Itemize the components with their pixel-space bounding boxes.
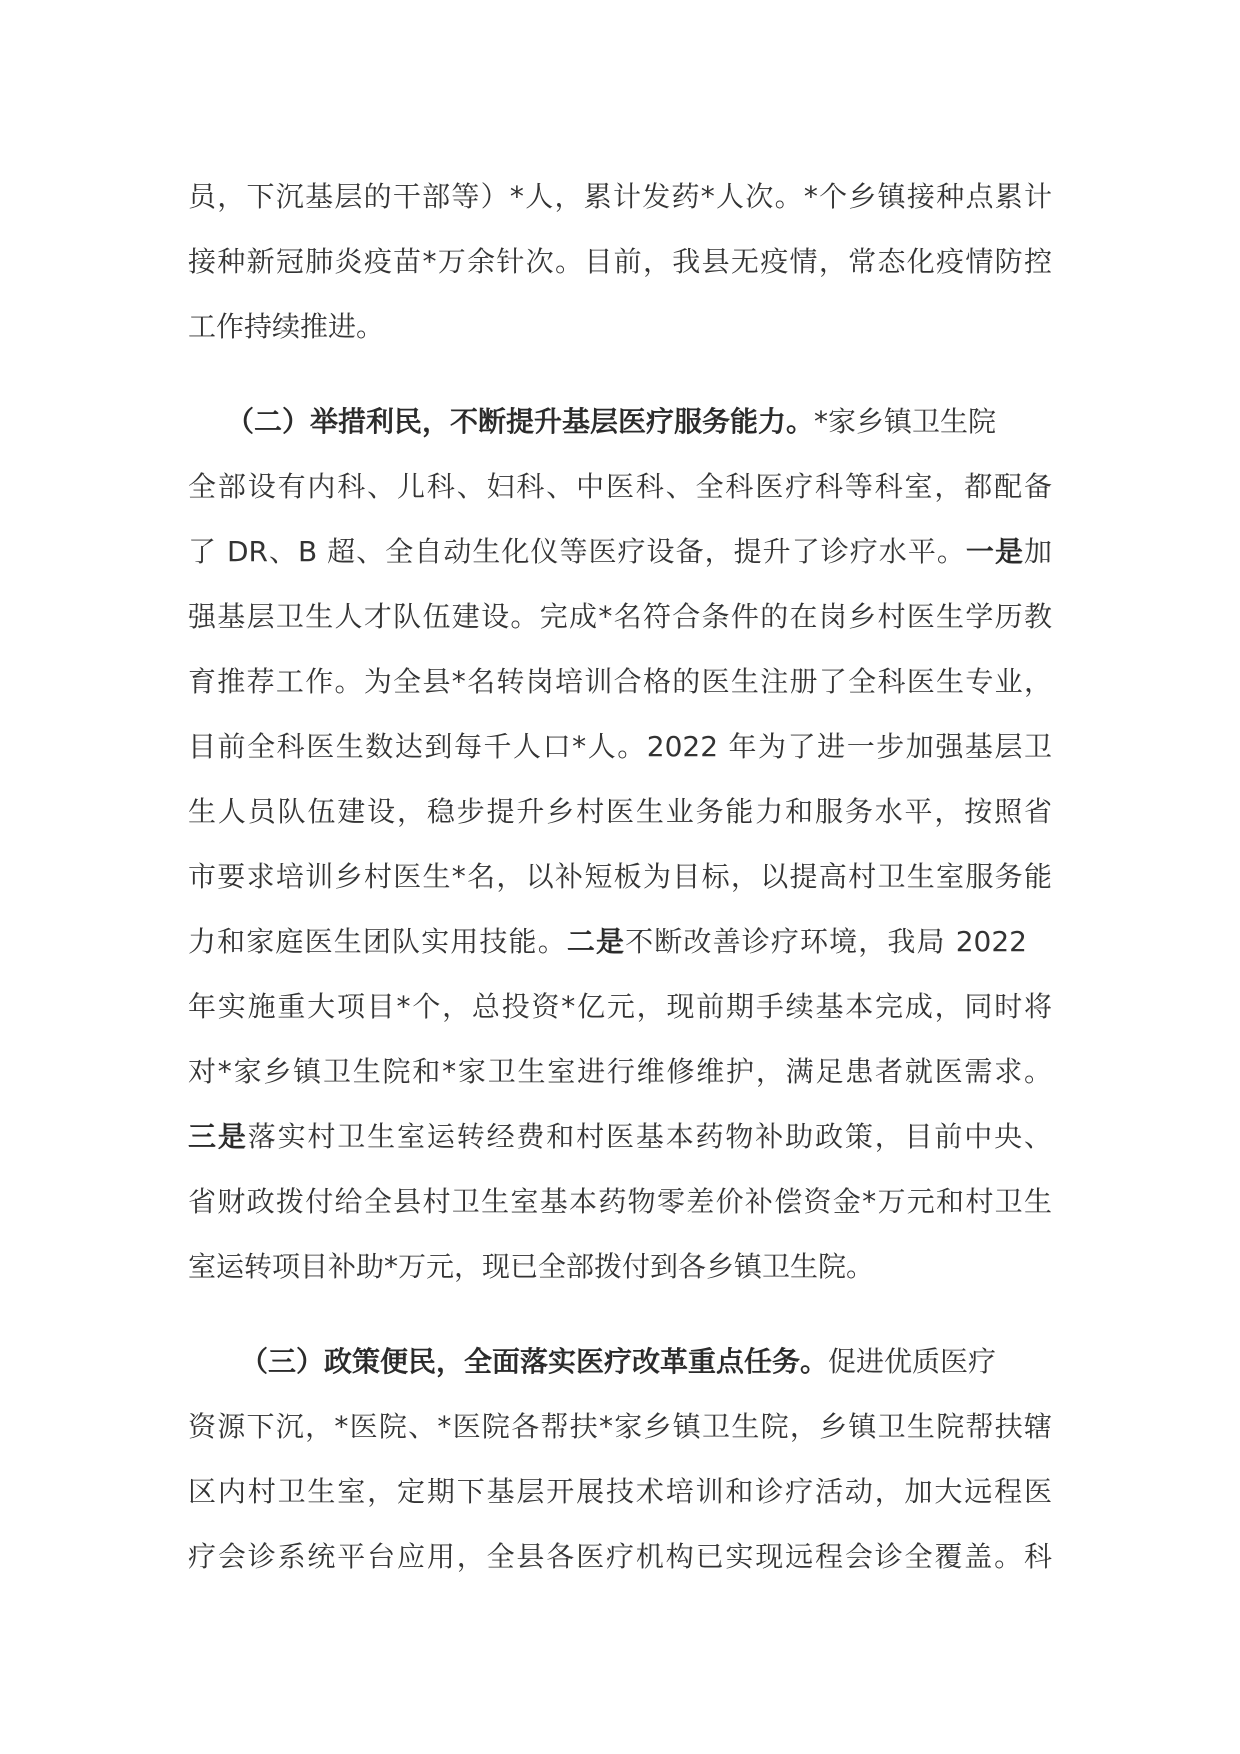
paragraph-line [188, 177, 1052, 217]
paragraph-line [188, 307, 384, 347]
line-text: 区内村卫生室，定期下基层开展技术培训和诊疗活动，加大远程医 [188, 1475, 1052, 1508]
line-text: *家乡镇卫生院 [814, 405, 997, 438]
paragraph-line [188, 727, 1052, 767]
paragraph-line [188, 922, 1027, 962]
paragraph-line [188, 467, 1052, 507]
line-text: 接种新冠肺炎疫苗*万余针次。目前，我县无疫情，常态化疫情防控 [188, 245, 1052, 278]
paragraph-line [188, 1407, 1052, 1447]
paragraph-line [188, 242, 1052, 282]
line-text: 加 [1023, 535, 1052, 568]
bold-point-marker: 一是 [965, 535, 1024, 568]
line-text: 不断改善诊疗环境，我局 2022 [625, 925, 1027, 958]
paragraph-line [188, 662, 1052, 702]
bold-point-marker: 二是 [566, 925, 626, 958]
paragraph-line [188, 987, 1052, 1027]
paragraph-line [226, 402, 996, 442]
line-text: 年实施重大项目*个，总投资*亿元，现前期手续基本完成，同时将 [188, 990, 1052, 1023]
paragraph-line [188, 532, 1052, 572]
section-heading: （二）举措利民，不断提升基层医疗服务能力。 [226, 405, 815, 438]
paragraph-line [188, 1247, 874, 1287]
line-text: 育推荐工作。为全县*名转岗培训合格的医生注册了全科医生专业， [188, 665, 1052, 698]
line-text: 生人员队伍建设，稳步提升乡村医生业务能力和服务水平，按照省 [188, 795, 1052, 828]
line-text: 全部设有内科、儿科、妇科、中医科、全科医疗科等科室，都配备 [188, 470, 1052, 503]
paragraph-line [188, 857, 1052, 897]
line-text: 资源下沉，*医院、*医院各帮扶*家乡镇卫生院，乡镇卫生院帮扶辖 [188, 1410, 1052, 1443]
line-text: 目前全科医生数达到每千人口*人。2022 年为了进一步加强基层卫 [188, 730, 1052, 763]
line-text: 促进优质医疗 [828, 1345, 997, 1378]
paragraph-line [188, 1117, 1052, 1157]
line-text: 工作持续推进。 [188, 310, 385, 343]
line-text: 市要求培训乡村医生*名，以补短板为目标，以提高村卫生室服务能 [188, 860, 1052, 893]
paragraph-line [188, 597, 1052, 637]
line-text: 力和家庭医生团队实用技能。 [188, 925, 567, 958]
line-text: 员，下沉基层的干部等）*人，累计发药*人次。*个乡镇接种点累计 [188, 180, 1052, 213]
paragraph-line [188, 792, 1052, 832]
bold-point-marker: 三是 [188, 1120, 248, 1153]
line-text: 了 DR、B 超、全自动生化仪等医疗设备，提升了诊疗水平。 [188, 535, 966, 568]
line-text: 强基层卫生人才队伍建设。完成*名符合条件的在岗乡村医生学历教 [188, 600, 1052, 633]
line-text: 疗会诊系统平台应用，全县各医疗机构已实现远程会诊全覆盖。科 [188, 1540, 1052, 1573]
paragraph-line [188, 1052, 1052, 1092]
line-text: 室运转项目补助*万元，现已全部拨付到各乡镇卫生院。 [188, 1250, 875, 1283]
paragraph-line [188, 1537, 1052, 1577]
paragraph-line [188, 1182, 1052, 1222]
line-text: 落实村卫生室运转经费和村医基本药物补助政策，目前中央、 [247, 1120, 1052, 1153]
paragraph-line [188, 1472, 1052, 1512]
section-heading: （三）政策便民，全面落实医疗改革重点任务。 [240, 1345, 829, 1378]
paragraph-line [240, 1342, 996, 1382]
line-text: 对*家乡镇卫生院和*家卫生室进行维修维护，满足患者就医需求。 [188, 1055, 1052, 1088]
line-text: 省财政拨付给全县村卫生室基本药物零差价补偿资金*万元和村卫生 [188, 1185, 1052, 1218]
